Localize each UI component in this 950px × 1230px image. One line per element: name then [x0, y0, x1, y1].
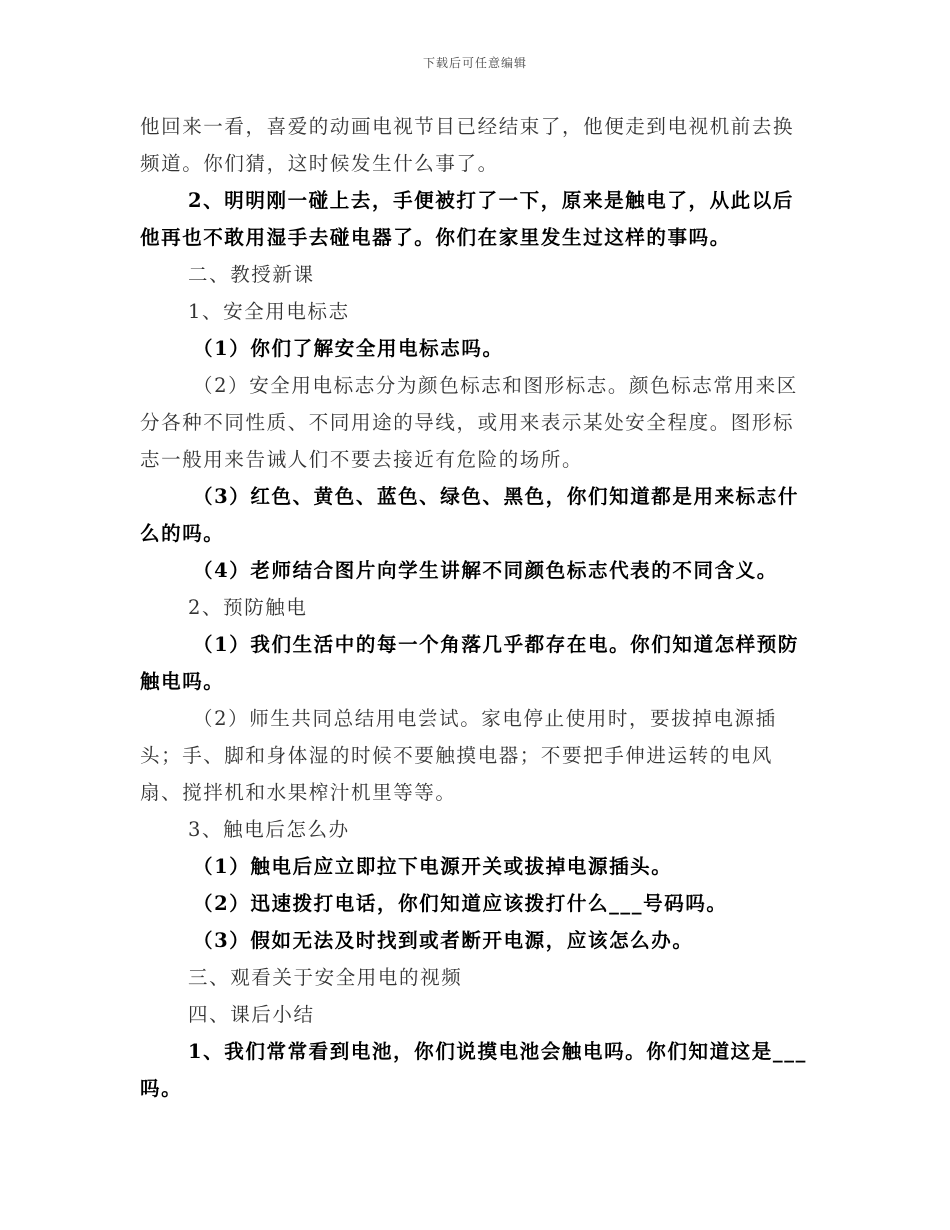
paragraph-battery-question: 1、我们常常看到电池，你们说摸电池会触电吗。你们知道这是___吗。	[140, 1040, 807, 1100]
paragraph-1: 他回来一看，喜爱的动画电视节目已经结束了，他便走到电视机前去换频道。你们猜，这时候发生什么事了。	[140, 115, 795, 175]
paragraph-after-1: （1）触电后应立即拉下电源开关或拔掉电源插头。	[193, 855, 673, 878]
section-heading-video: 三、观看关于安全用电的视频	[188, 966, 463, 989]
paragraph-prevent-question: （1）我们生活中的每一个角落几乎都存在电。你们知道怎样预防触电吗。	[140, 633, 799, 693]
section-heading-summary: 四、课后小结	[188, 1003, 315, 1026]
paragraph-after-2: （2）迅速拨打电话，你们知道应该拨打什么___号码吗。	[193, 892, 728, 915]
subsection-heading-prevent: 2、预防触电	[188, 596, 308, 619]
paragraph-colors-question: （3）红色、黄色、蓝色、绿色、黑色，你们知道都是用来标志什么的吗。	[140, 485, 799, 545]
document-body	[140, 108, 812, 1107]
paragraph-sign-types: （2）安全用电标志分为颜色标志和图形标志。颜色标志常用来区分各种不同性质、不同用途的导线，或用来表示某处安全程度。图形标志一般用来告诫人们不要去接近有危险的场所。	[140, 374, 798, 471]
paragraph-after-3: （3）假如无法及时找到或者断开电源，应该怎么办。	[193, 929, 694, 952]
paragraph-2: 2、明明刚一碰上去，手便被打了一下，原来是触电了，从此以后他再也不敢用湿手去碰电器了。你们在家里发生过这样的事吗。	[140, 189, 794, 249]
paragraph-teacher-explains: （4）老师结合图片向学生讲解不同颜色标志代表的不同含义。	[193, 559, 778, 582]
page-header: 下载后可任意编辑	[422, 56, 527, 70]
paragraph-question-1: （1）你们了解安全用电标志吗。	[193, 337, 504, 360]
section-heading-teaching: 二、教授新课	[188, 263, 315, 286]
subsection-heading-after-shock: 3、触电后怎么办	[188, 818, 350, 841]
subsection-heading-safety-signs: 1、安全用电标志	[188, 300, 350, 323]
paragraph-prevent-summary: （2）师生共同总结用电尝试。家电停止使用时，要拔掉电源插头；手、脚和身体湿的时候不要触摸电器；不要把手伸进运转的电风扇、搅拌机和水果榨汁机里等等。	[140, 707, 777, 804]
